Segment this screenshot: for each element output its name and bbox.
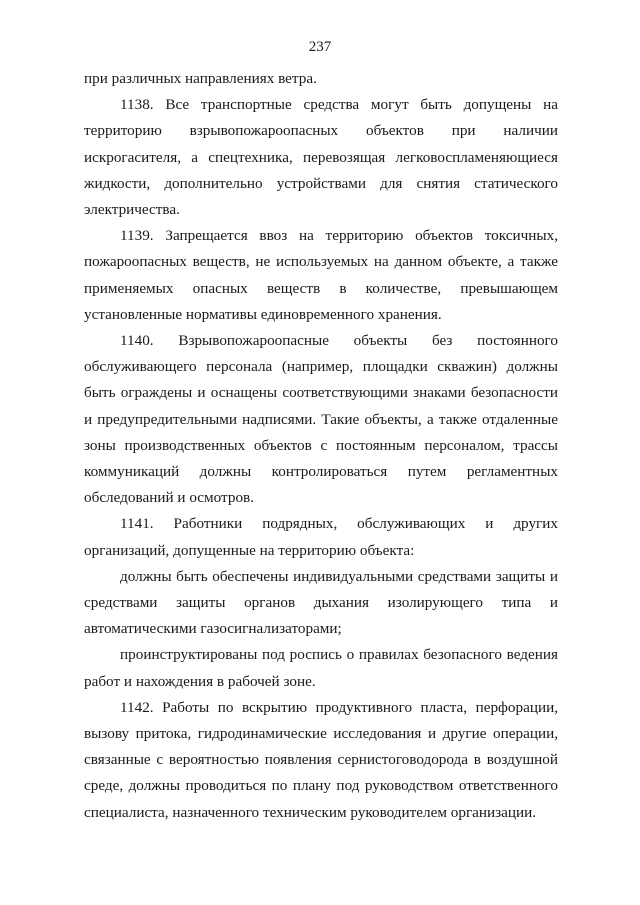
paragraph-1138: 1138. Все транспортные средства могут быть допущены на территорию взрывопожароопасных объектов при наличии искрогасителя, а спецтехника, перевозящая легковоспламеняющиеся жидкости, дополнительно устройствами для снятия статического электричества.: [84, 96, 558, 219]
paragraph-1139: 1139. Запрещается ввоз на территорию объектов токсичных, пожароопасных веществ, не используемых на данном объекте, а также применяемых опасных веществ в количестве, превышающем установленные нормативы единовременного хранения.: [84, 227, 558, 323]
paragraph-continuation: при различных направлениях ветра.: [84, 70, 317, 87]
page-number: 237: [308, 39, 332, 55]
document-body: [84, 66, 558, 826]
paragraph-1141: 1141. Работники подрядных, обслуживающих и других организаций, допущенные на территорию объекта:: [84, 515, 558, 559]
paragraph-1141-item-1: должны быть обеспечены индивидуальными средствами защиты и средствами защиты органов дыхания изолирующего типа и автоматическими газосигнализаторами;: [84, 567, 558, 638]
paragraph-1140: 1140. Взрывопожароопасные объекты без постоянного обслуживающего персонала (например, площадки скважин) должны быть ограждены и оснащены соответствующими знаками безопасности и предупредительными надписями. Такие объекты, а также отдаленные зоны производственных объектов с постоянным персоналом, трассы коммуникаций должны контролироваться путем регламентных обследований и осмотров.: [84, 332, 558, 507]
paragraph-1142: 1142. Работы по вскрытию продуктивного пласта, перфорации, вызову притока, гидродинамические исследования и другие операции, связанные с вероятностью появления сернистоговодорода в воздушной среде, должны проводиться по плану под руководством ответственного специалиста, назначенного техническим руководителем организации.: [84, 698, 558, 821]
paragraph-1141-item-2: проинструктированы под роспись о правилах безопасного ведения работ и нахождения в рабочей зоне.: [84, 646, 558, 690]
